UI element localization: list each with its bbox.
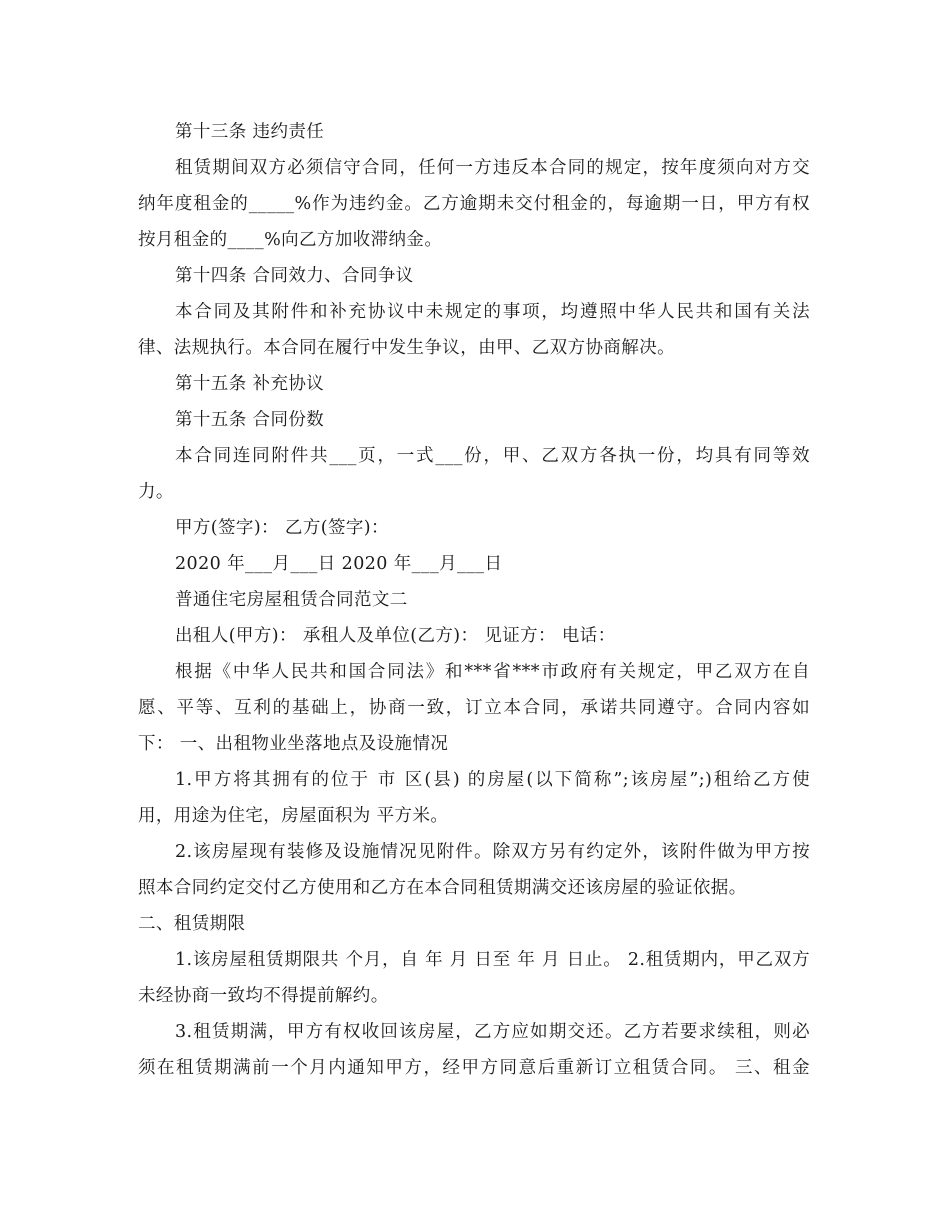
signature-line: 甲方(签字)： 乙方(签字)：: [175, 518, 389, 538]
paragraph-line: 3.租赁期满，甲方有权收回该房屋，乙方应如期交还。乙方若要求续租，则必: [175, 1022, 810, 1042]
article-15-copies-heading: 第十五条 合同份数: [175, 410, 325, 430]
paragraph-line: 2.该房屋现有装修及设施情况见附件。除双方另有约定外，该附件做为甲方按: [175, 842, 810, 862]
paragraph-line: 本合同连同附件共___页，一式___份，甲、乙双方各执一份，均具有同等效: [175, 446, 810, 466]
paragraph-line: 律、法规执行。本合同在履行中发生争议，由甲、乙双方协商解决。: [138, 338, 675, 358]
section-heading: 二、租赁期限: [138, 914, 246, 934]
paragraph-line: 1.该房屋租赁期限共 个月，自 年 月 日至 年 月 日止。 2.租赁期内，甲乙双方: [175, 950, 810, 970]
paragraph-line: 力。: [138, 482, 174, 502]
section-title: 普通住宅房屋租赁合同范文二: [175, 590, 408, 610]
paragraph-line: 未经协商一致均不得提前解约。: [138, 986, 389, 1006]
paragraph-line: 1.甲方将其拥有的位于 市 区(县) 的房屋(以下简称”;该房屋”;)租给乙方使: [175, 770, 810, 790]
paragraph-line: 用，用途为住宅，房屋面积为 平方米。: [138, 806, 449, 826]
article-14-heading: 第十四条 合同效力、合同争议: [175, 266, 414, 286]
paragraph-line: 纳年度租金的_____%作为违约金。乙方逾期未交付租金的，每逾期一日，甲方有权: [138, 194, 810, 214]
paragraph-line: 租赁期间双方必须信守合同，任何一方违反本合同的规定，按年度须向对方交: [175, 158, 810, 178]
paragraph-line: 下： 一、出租物业坐落地点及设施情况: [138, 734, 449, 754]
paragraph-line: 照本合同约定交付乙方使用和乙方在本合同租赁期满交还该房屋的验证依据。: [138, 878, 747, 898]
article-13-heading: 第十三条 违约责任: [175, 122, 325, 142]
paragraph-line: 本合同及其附件和补充协议中未规定的事项，均遵照中华人民共和国有关法: [175, 302, 810, 322]
article-15-heading: 第十五条 补充协议: [175, 374, 325, 394]
parties-line: 出租人(甲方)： 承租人及单位(乙方)： 见证方： 电话：: [175, 626, 616, 646]
paragraph-line: 愿、平等、互利的基础上，协商一致，订立本合同，承诺共同遵守。合同内容如: [138, 698, 810, 718]
paragraph-line: 根据《中华人民共和国合同法》和***省***市政府有关规定，甲乙双方在自: [175, 662, 810, 682]
paragraph-line: 须在租赁期满前一个月内通知甲方，经甲方同意后重新订立租赁合同。 三、租金: [138, 1058, 810, 1078]
paragraph-line: 按月租金的____%向乙方加收滞纳金。: [138, 230, 443, 250]
date-line: 2020 年___月___日 2020 年___月___日: [175, 554, 503, 574]
